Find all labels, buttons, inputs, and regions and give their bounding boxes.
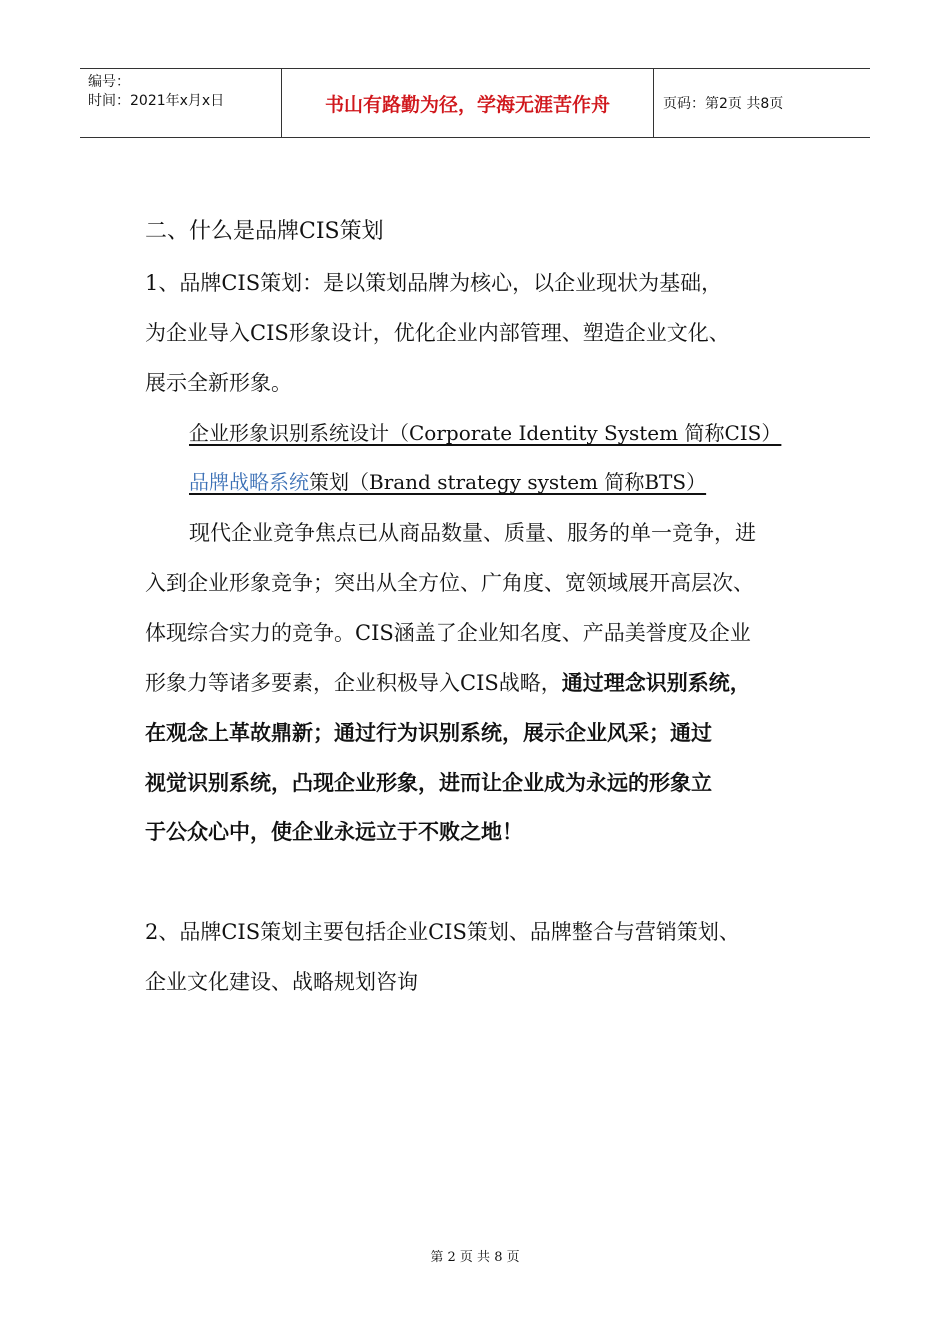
paragraph-2-bold-line-2: 视觉识别系统，凸现企业形象，进而让企业成为永远的形象立 [145,771,712,795]
paragraph-2-line-2: 入到企业形象竞争；突出从全方位、广角度、宽领域展开高层次、 [145,571,754,595]
cis-line: 企业形象识别系统设计（Corporate Identity System 简称CIS） [189,421,782,445]
bts-line [189,467,706,497]
time-label: 时间：2021年x月x日 [88,93,225,109]
bts-rest-text: 策划（Brand strategy system 简称BTS） [309,470,707,494]
paragraph-2-bold-line-3: 于公众心中，使企业永远立于不败之地！ [145,820,523,844]
page-footer: 第 2 页 共 8 页 [430,1250,520,1265]
header-left-cell [80,69,282,137]
paragraph-2-bold-line-1: 在观念上革故鼎新；通过行为识别系统，展示企业风采；通过 [145,721,712,745]
paragraph-2-line-4 [145,668,751,698]
paragraph-2-line-1: 现代企业竞争焦点已从商品数量、质量、服务的单一竞争，进 [189,521,756,545]
paragraph-1-line-2: 为企业导入CIS形象设计，优化企业内部管理、塑造企业文化、 [145,321,730,345]
paragraph-3-line-1: 2、品牌CIS策划主要包括企业CIS策划、品牌整合与营销策划、 [145,920,740,944]
paragraph-2-line-4-bold: 通过理念识别系统， [561,671,751,695]
paragraph-1-line-1: 1、品牌CIS策划：是以策划品牌为核心，以企业现状为基础， [145,271,723,295]
header-table [80,68,870,138]
number-label: 编号： [88,74,130,90]
paragraph-1-line-3: 展示全新形象。 [145,371,292,395]
page-info: 页码：第2页 共8页 [663,96,784,112]
paragraph-2-line-3: 体现综合实力的竞争。CIS涵盖了企业知名度、产品美誉度及企业 [145,621,751,645]
paragraph-2-line-4-normal: 形象力等诸多要素，企业积极导入CIS战略， [145,671,562,695]
section-heading: 二、什么是品牌CIS策划 [145,219,384,244]
motto: 书山有路勤为径，学海无涯苦作舟 [282,69,654,137]
paragraph-3-line-2: 企业文化建设、战略规划咨询 [145,970,418,994]
bts-blue-text: 品牌战略系统 [189,470,309,494]
